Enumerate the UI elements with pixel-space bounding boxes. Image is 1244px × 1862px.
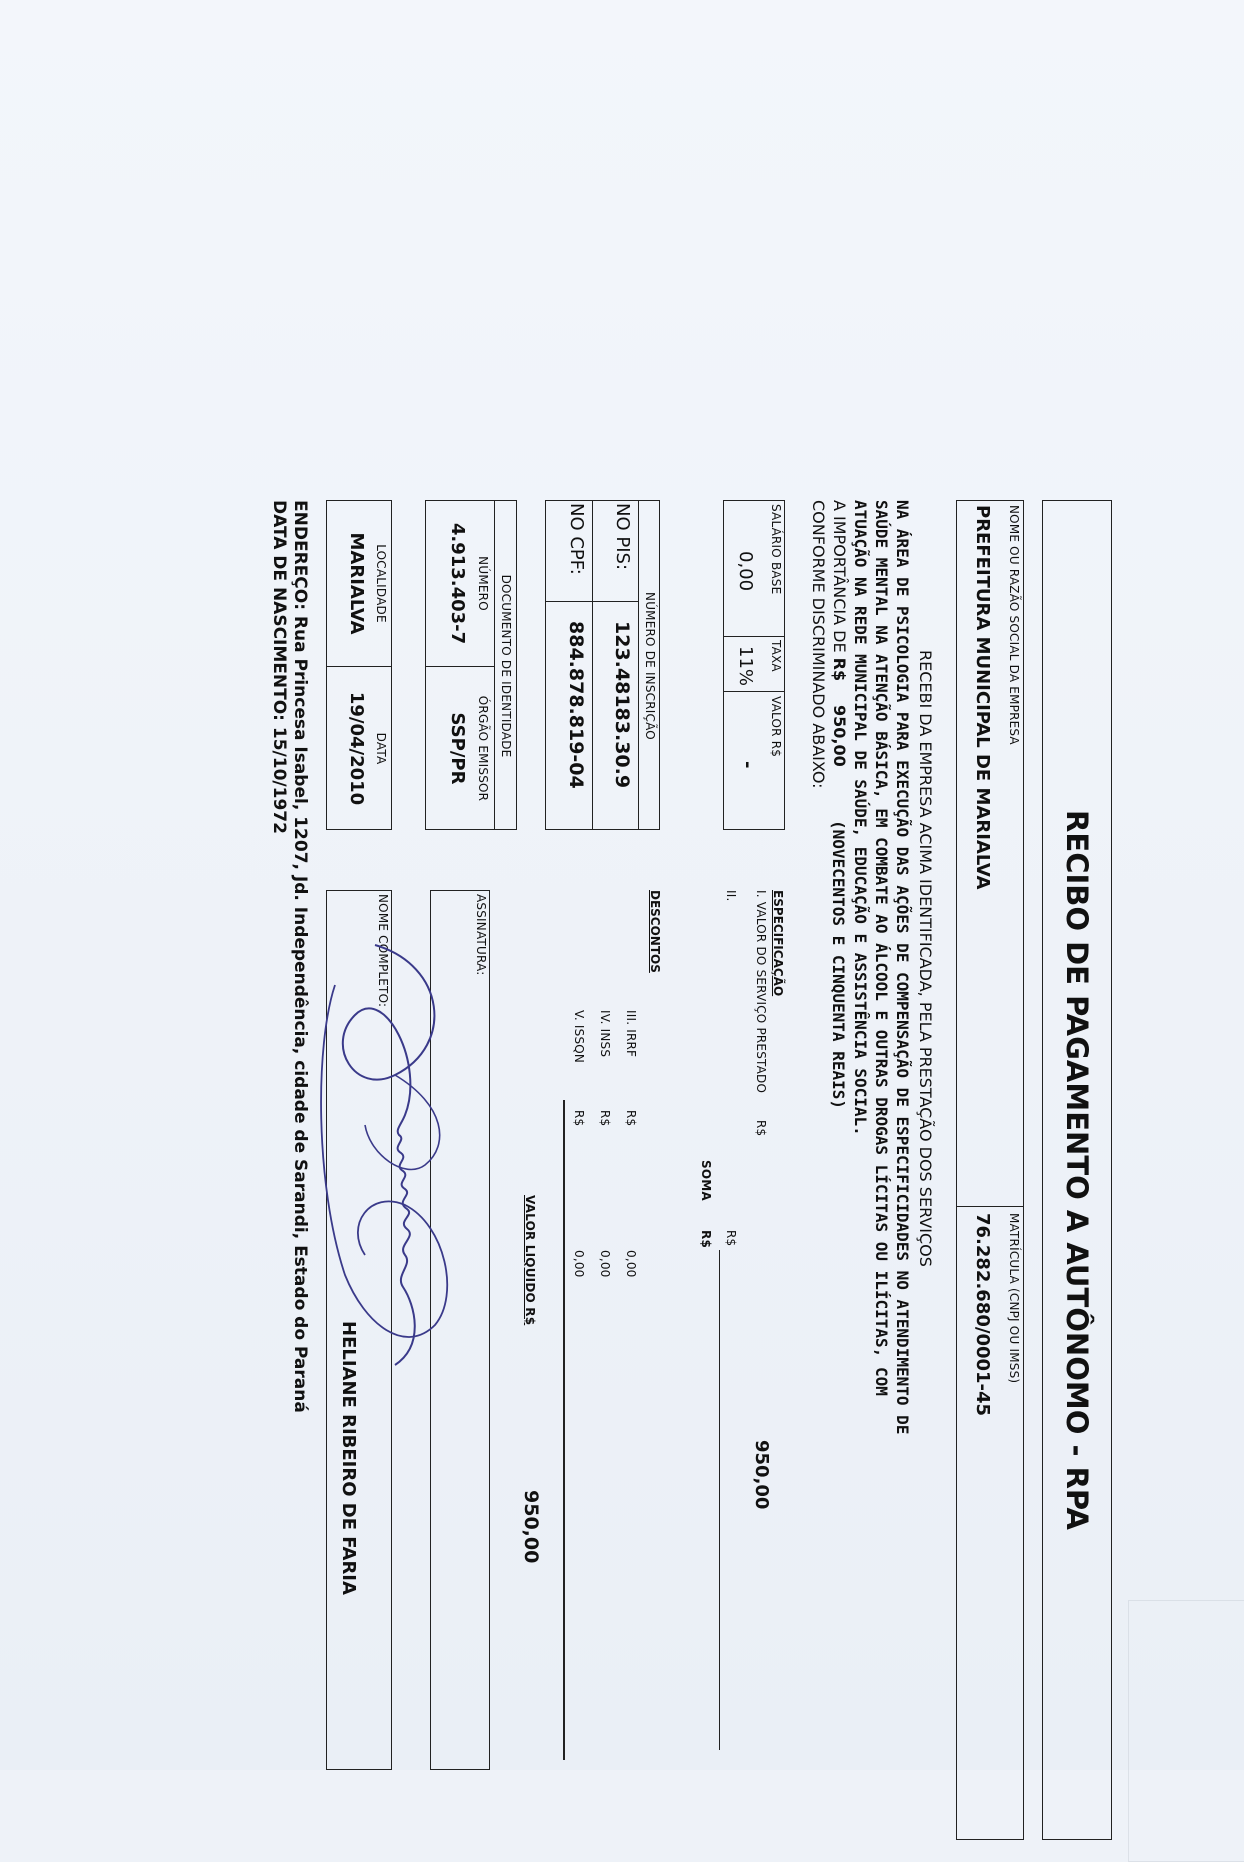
endereco: ENDEREÇO: Rua Princesa Isabel, 1207, Jd. Independência, cidade de Sarandi, Estado do Paraná [290,500,310,1413]
company-reg-label: MATRÍCULA (CNPJ OU IMSS) [1007,1213,1021,1384]
locality: MARIALVA [346,532,367,635]
inss-label: IV. INSS [598,1010,612,1058]
nome-completo: HELIANE RIBEIRO DE FARIA [338,1321,359,1595]
handwritten-signature [315,925,465,1385]
body-line-6: CONFORME DISCRIMINADO ABAIXO: [809,500,828,789]
date-label: DATA [374,732,388,765]
soma-label: SOMA [699,1160,713,1201]
issqn-label: V. ISSQN [572,1010,586,1064]
company-divider [957,1206,1023,1207]
local-box [326,500,392,830]
salary-base-label: SALÁRIO BASE [769,504,783,595]
issqn-currency: R$ [572,1110,586,1127]
amount-prefix: A IMPORTÂNCIA DE [830,500,849,653]
identidade-box [425,500,517,830]
salary-divider-1 [724,636,784,637]
inss-value: 0,00 [598,1250,612,1278]
pis-label: NO PIS: [612,503,633,571]
faded-stamp [1128,1600,1244,1862]
assinatura-label: ASSINATURA: [474,894,488,976]
identidade-num: 4.913.403-7 [447,522,468,645]
inscricao-header: NÚMERO DE INSCRIÇÃO [643,592,657,740]
salary-rate: 11% [735,646,756,687]
data-nascimento: DATA DE NASCIMENTO: 15/10/1972 [269,500,289,834]
salary-box [723,500,785,830]
service-value: 950,00 [751,1440,772,1510]
amount-currency: R$ [830,657,849,682]
descontos-header: DESCONTOS [648,890,662,973]
nome-label: NOME COMPLETO: [376,894,390,1008]
soma-currency: R$ [699,1230,713,1248]
amount-value: 950,00 [830,705,849,767]
identidade-rule [494,501,495,829]
especificacao-header: ESPECIFICAÇÃO [771,890,785,997]
liquido-label: VALOR LIQUIDO R$ [523,1195,537,1326]
salary-base: 0,00 [735,551,756,592]
irrf-currency: R$ [624,1110,638,1127]
body-line-4: ATUAÇÃO NA REDE MUNICIPAL DE SAÚDE, EDUCAÇÃO E ASSISTÊNCIA SOCIAL. [851,500,870,1136]
identidade-org: SSP/PR [447,712,468,785]
receipt-document [160,480,1120,1830]
service-value-currency: R$ [754,1120,768,1137]
pis-number: 123.48183.30.9 [611,621,633,789]
liquido-rule [563,1100,565,1760]
receipt-date: 19/04/2010 [346,691,367,806]
item-2-currency: R$ [724,1230,738,1247]
locality-label: LOCALIDADE [374,544,388,623]
inscricao-rule-1 [638,501,639,829]
issqn-value: 0,00 [572,1250,586,1278]
soma-rule [719,1250,720,1750]
company-name-label: NOME OU RAZÃO SOCIAL DA EMPRESA [1007,505,1021,745]
document-title: RECIBO DE PAGAMENTO A AUTÔNOMO - RPA [1060,810,1094,1530]
salary-rate-label: TAXA [769,640,783,672]
company-box [956,500,1024,1840]
cpf-number: 884.878.819-04 [565,621,587,789]
title-box [1042,500,1112,1840]
body-line-1: RECEBI DA EMPRESA ACIMA IDENTIFICADA, PELA PRESTAÇÃO DOS SERVIÇOS [916,650,935,1267]
service-value-label: I. VALOR DO SERVIÇO PRESTADO [754,890,768,1094]
cpf-label: NO CPF: [566,503,587,575]
liquido-value: 950,00 [520,1490,542,1564]
salary-value: - [737,761,758,769]
irrf-value: 0,00 [624,1250,638,1278]
amount-words: (NOVECENTOS E CINQUENTA REAIS) [829,820,848,1109]
identidade-org-label: ÓRGÃO EMISSOR [476,695,490,802]
salary-divider-2 [724,691,784,692]
company-reg: 76.282.680/0001-45 [972,1213,993,1417]
salary-value-label: VALOR R$ [769,696,783,758]
identidade-header: DOCUMENTO DE IDENTIDADE [499,574,513,758]
company-name: PREFEITURA MUNICIPAL DE MARIALVA [972,505,993,890]
inss-currency: R$ [598,1110,612,1127]
irrf-label: III. IRRF [624,1010,638,1058]
item-2-label: II. [724,890,738,902]
body-line-3: SAÚDE MENTAL NA ATENÇÃO BÁSICA, EM COMBATE AO ÁLCOOL E OUTRAS DROGAS LÍCITAS OU ILÍCITAS, COM [872,500,891,1396]
inscricao-box [545,500,660,830]
body-line-2: NA ÁREA DE PSICOLOGIA PARA EXECUÇÃO DAS AÇÕES DE COMPENSAÇÃO DE ESPECIFICIDADES NO ATENDIMENTO DE [893,500,912,1435]
inscricao-rule-2 [592,501,593,829]
identidade-num-label: NÚMERO [476,556,490,611]
